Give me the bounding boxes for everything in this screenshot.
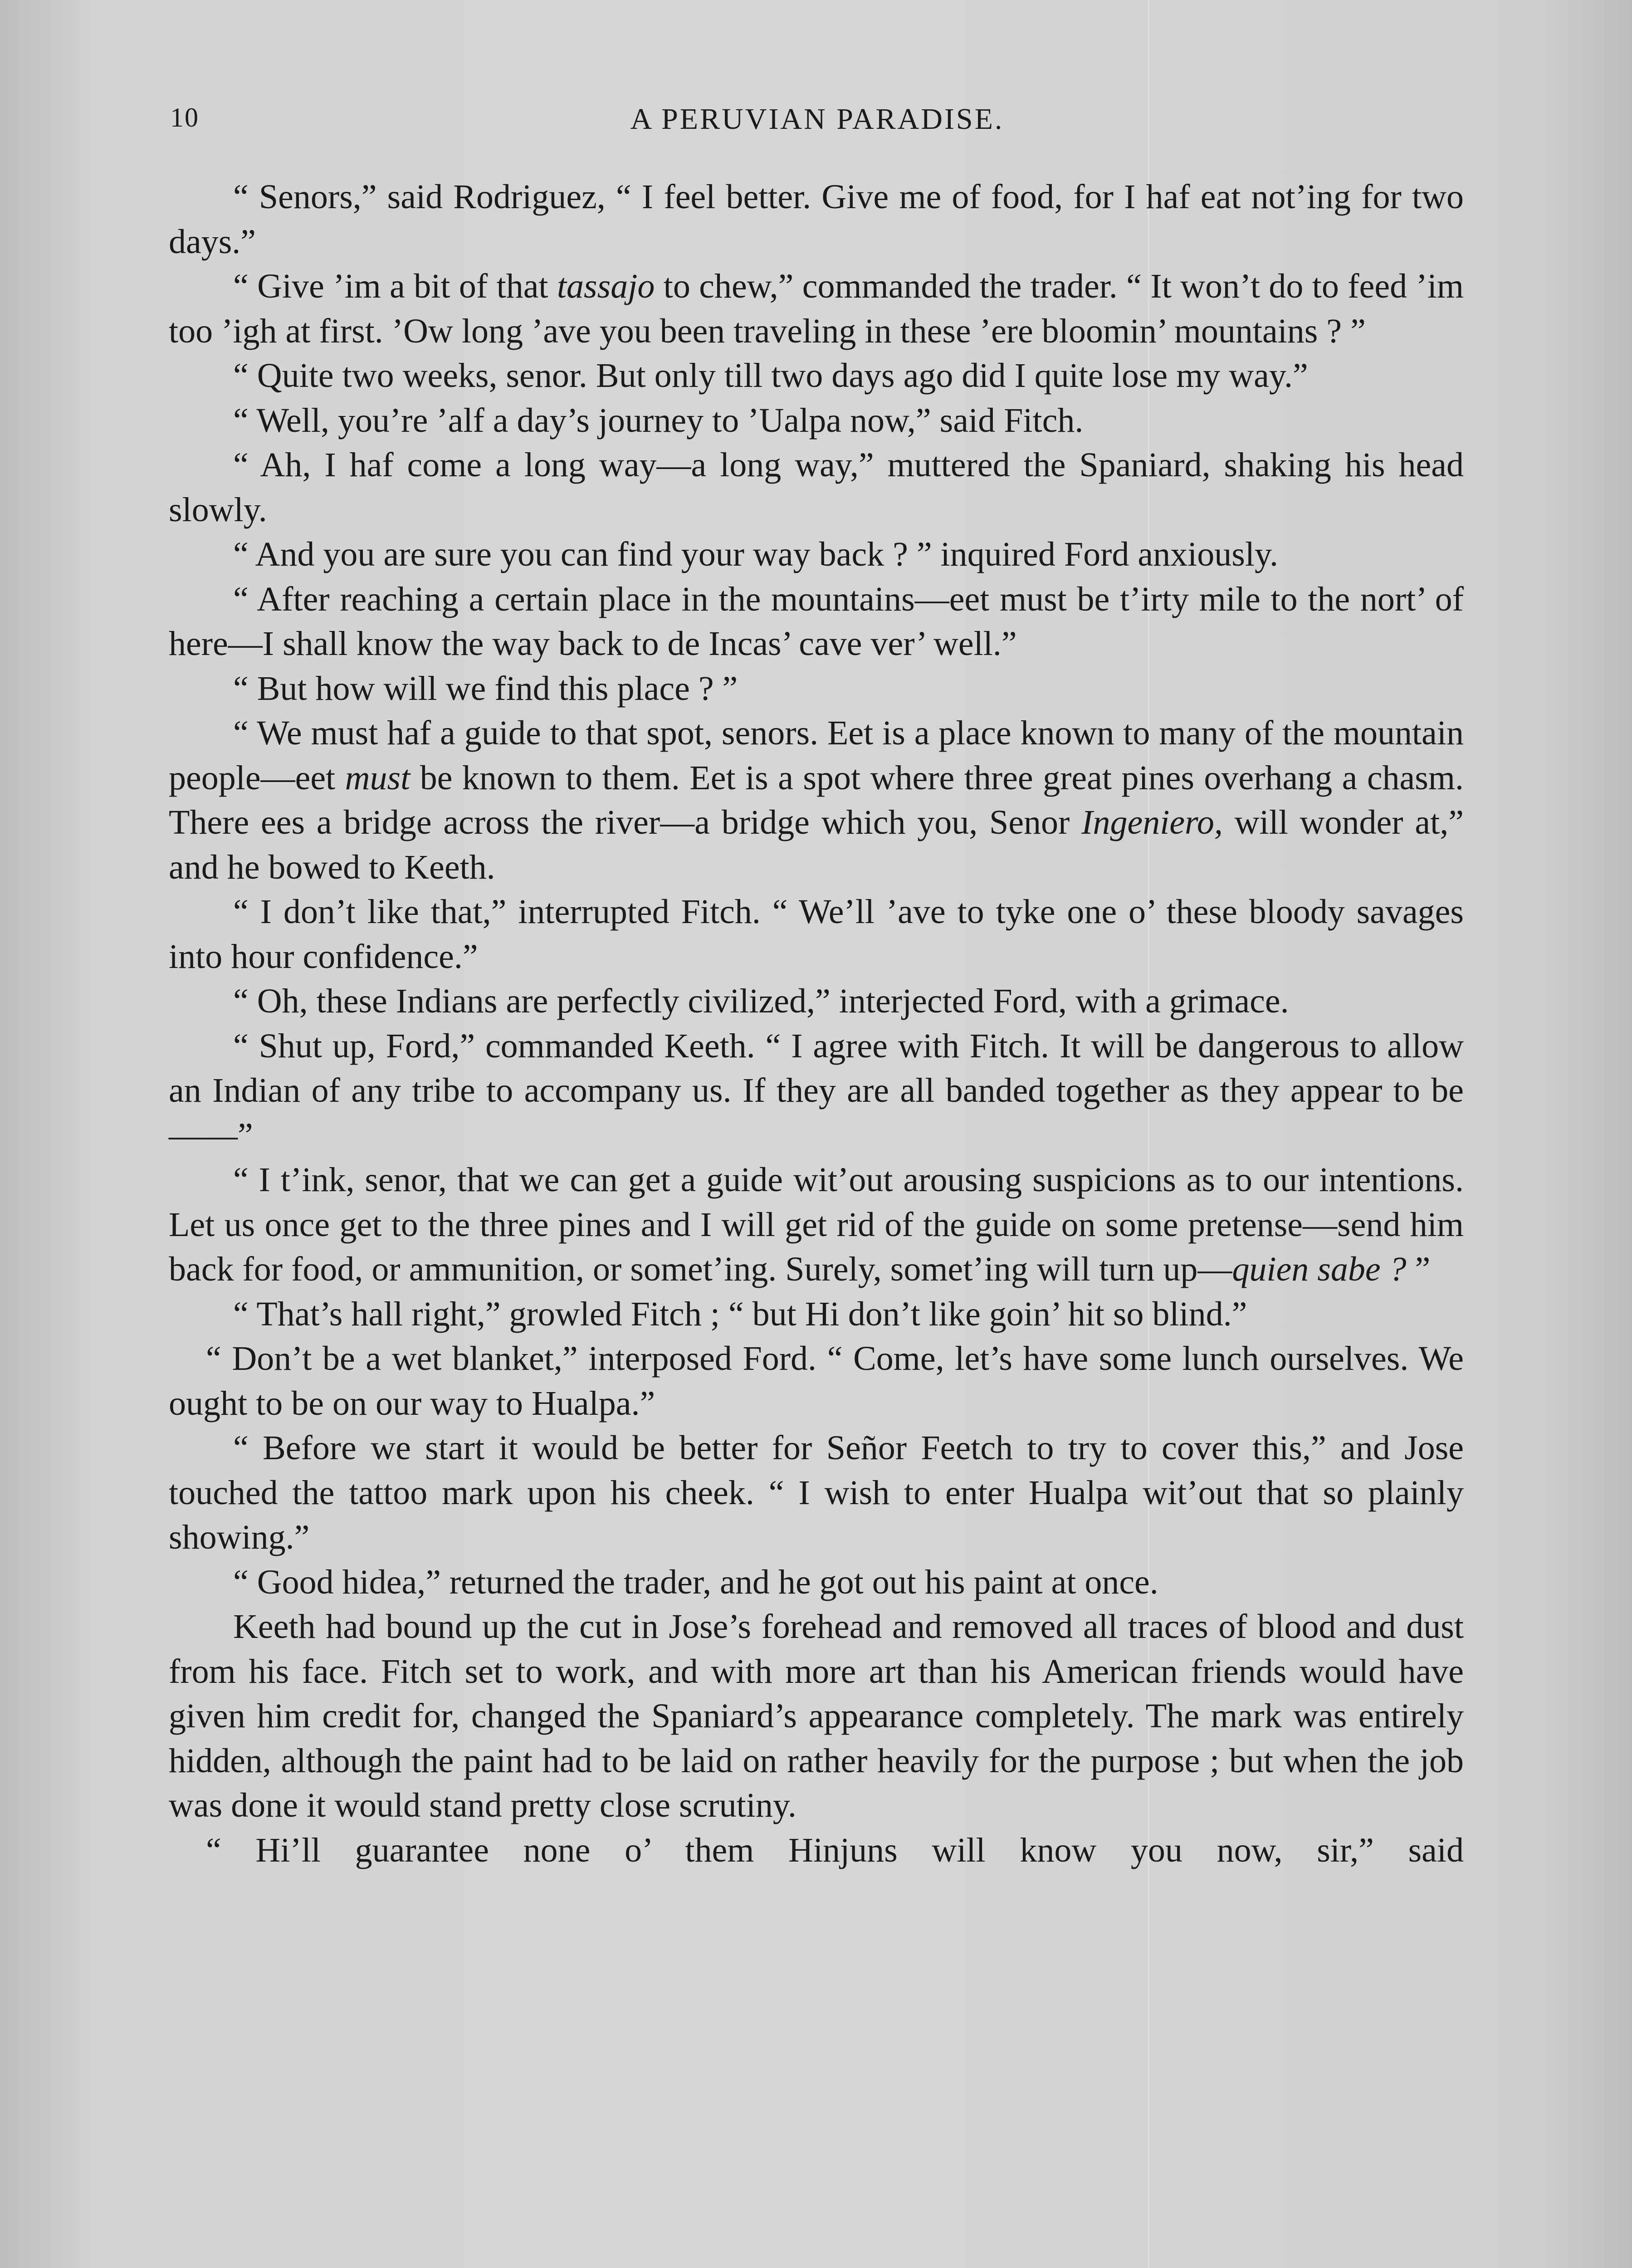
text-run: “ But how will we find this place ? ”: [233, 669, 738, 708]
text-run: Keeth had bound up the cut in Jose’s forehead and removed all traces of blood and dust from his face. Fitch set to work, and with more art than his American friends would have given him credit for, changed the Spaniard’s appearance completely. The mark was entirely hidden, although the paint had to be laid on rather heavily for the purpose ; but when the job was done it would stand pretty close scrutiny.: [169, 1608, 1464, 1824]
paragraph: [169, 443, 1464, 532]
text-run: “ After reaching a certain place in the mountains—eet must be t’irty mile to the nort’ of here—I shall know the way back to de Incas’ cave ver’ well.”: [169, 580, 1464, 663]
text-run: “ Good hidea,” returned the trader, and he got out his paint at once.: [233, 1563, 1158, 1601]
body-text: [169, 175, 1464, 1872]
paragraph: [169, 353, 1464, 398]
text-run: “ Give ’im a bit of that: [233, 267, 557, 305]
paragraph: [169, 398, 1464, 443]
text-run: “ Don’t be a wet blanket,” interposed Ford. “ Come, let’s have some lunch ourselves. We ought to be on our way to Hualpa.”: [169, 1339, 1464, 1422]
text-run: “ That’s hall right,” growled Fitch ; “ but Hi don’t like goin’ hit so blind.”: [233, 1295, 1247, 1333]
text-run: “ Shut up, Ford,” commanded Keeth. “ I agree with Fitch. It will be dangerous to allow an Indian of any tribe to accompany us. If they are all banded together as they appear to be——”: [169, 1026, 1464, 1154]
paragraph: [169, 1024, 1464, 1158]
italic-phrase: Ingeniero,: [1081, 803, 1223, 841]
page-number: 10: [170, 103, 199, 132]
italic-phrase: tassajo: [557, 267, 655, 305]
text-run: “ Oh, these Indians are perfectly civilized,” interjected Ford, with a grimace.: [233, 982, 1289, 1020]
italic-phrase: quien sabe ?: [1232, 1250, 1407, 1288]
text-run: to chew,” commanded the trader. “ It won’t do to feed ’im too ’igh at first. ’Ow long ’ave you been traveling in these ’ere bloomin’ mountains ? ”: [169, 267, 1464, 350]
text-run: ”: [1406, 1250, 1431, 1288]
text-run: “ Quite two weeks, senor. But only till two days ago did I quite lose my way.”: [233, 357, 1308, 395]
paragraph: [169, 979, 1464, 1024]
paragraph: [169, 890, 1464, 979]
running-header: [170, 102, 1464, 138]
paragraph: [169, 1426, 1464, 1560]
paragraph: [169, 711, 1464, 890]
italic-phrase: must: [345, 758, 410, 797]
text-run: “ We must haf a guide to that spot, senors. Eet is a place known to many of the mountain people—eet: [169, 714, 1464, 797]
text-run: “ Senors,” said Rodriguez, “ I feel better. Give me of food, for I haf eat not’ing for two days.”: [169, 178, 1464, 261]
paragraph: [169, 1828, 1464, 1873]
running-title: A PERUVIAN PARADISE.: [630, 103, 1004, 136]
paragraph: [169, 666, 1464, 711]
paragraph: [169, 175, 1464, 264]
text-run: “ Well, you’re ’alf a day’s journey to ’Ualpa now,” said Fitch.: [233, 401, 1084, 440]
paragraph: [169, 577, 1464, 666]
text-run: “ I t’ink, senor, that we can get a guide wit’out arousing suspicions as to our intentions. Let us once get to the three pines and I will get rid of the guide on some pretense—send him back for food, or ammunition, or somet’ing. Surely, somet’ing will turn up—: [169, 1161, 1464, 1288]
text-run: will wonder at,” and he bowed to Keeth.: [169, 803, 1464, 886]
text-run: “ Ah, I haf come a long way—a long way,” muttered the Spaniard, shaking his head slowly.: [169, 446, 1464, 529]
paragraph: [169, 264, 1464, 353]
paragraph: [169, 1336, 1464, 1426]
paragraph: [169, 532, 1464, 577]
paragraph: [169, 1560, 1464, 1605]
paragraph: [169, 1158, 1464, 1292]
text-run: “ And you are sure you can find your way back ? ” inquired Ford anxiously.: [233, 535, 1279, 573]
text-run: “ I don’t like that,” interrupted Fitch. “ We’ll ’ave to tyke one o’ these bloody savages into hour confidence.”: [169, 893, 1464, 976]
text-run: be known to them. Eet is a spot where three great pines overhang a chasm. There ees a bridge across the river—a bridge which you, Senor: [169, 758, 1464, 841]
text-run: “ Before we start it would be better for Señor Feetch to try to cover this,” and Jose touched the tattoo mark upon his cheek. “ I wish to enter Hualpa wit’out that so plainly showing.”: [169, 1429, 1464, 1556]
text-run: “ Hi’ll guarantee none o’ them Hinjuns will know you now, sir,” said: [206, 1831, 1464, 1869]
paragraph: [169, 1604, 1464, 1828]
paragraph: [169, 1292, 1464, 1337]
